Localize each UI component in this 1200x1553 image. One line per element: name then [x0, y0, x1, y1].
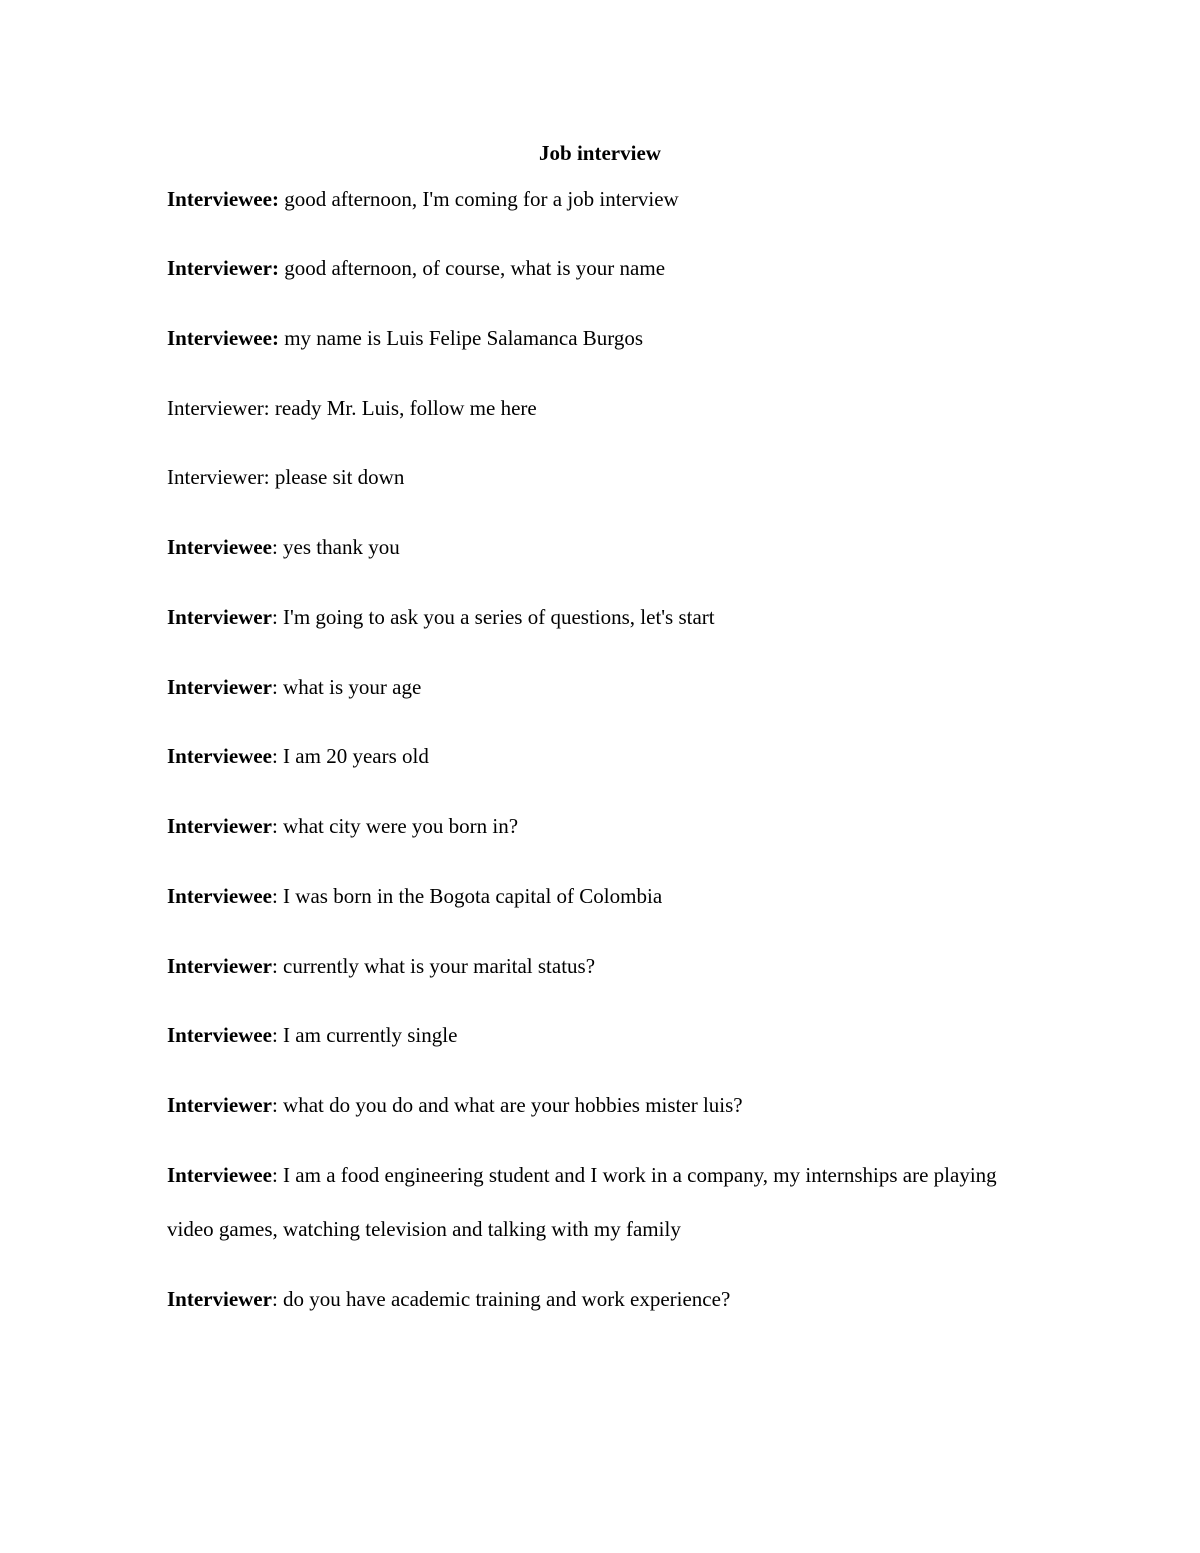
- speaker-label: Interviewee: [167, 1163, 272, 1187]
- speaker-label: Interviewer: [167, 1093, 272, 1117]
- dialogue-line: [167, 520, 1047, 574]
- speaker-label: Interviewee: [167, 326, 272, 350]
- dialogue-text: my name is Luis Felipe Salamanca Burgos: [278, 326, 644, 350]
- speaker-label: Interviewer: [167, 1287, 272, 1311]
- speaker-colon: :: [271, 326, 279, 350]
- speaker-label: Interviewee: [167, 884, 272, 908]
- speaker-colon: :: [271, 744, 278, 768]
- speaker-label: Interviewer: [167, 675, 272, 699]
- dialogue-text: please sit down: [269, 465, 405, 489]
- speaker-colon: :: [271, 605, 278, 629]
- speaker-colon: :: [263, 396, 270, 420]
- dialogue-line: [167, 450, 1047, 504]
- dialogue-text: ready Mr. Luis, follow me here: [269, 396, 537, 420]
- dialogue-line: [167, 311, 1047, 365]
- dialogue-text: I am 20 years old: [277, 744, 429, 768]
- dialogue-text: I'm going to ask you a series of questions, let's start: [277, 605, 715, 629]
- dialogue-line: [167, 1272, 1047, 1326]
- speaker-label: Interviewee: [167, 535, 272, 559]
- dialogue-text: good afternoon, of course, what is your name: [278, 256, 666, 280]
- page-title: Job interview: [539, 141, 661, 165]
- speaker-label: Interviewer: [167, 605, 272, 629]
- speaker-colon: :: [271, 884, 278, 908]
- dialogue-line: [167, 241, 1047, 295]
- dialogue-line: [167, 1008, 1047, 1062]
- dialogue-text: I am currently single: [277, 1023, 458, 1047]
- speaker-label: Interviewee: [167, 744, 272, 768]
- speaker-colon: :: [271, 675, 278, 699]
- speaker-colon: :: [271, 535, 278, 559]
- speaker-colon: :: [271, 1163, 278, 1187]
- speaker-colon: :: [271, 256, 279, 280]
- dialogue-line: [167, 1148, 1047, 1256]
- dialogue-line: [167, 729, 1047, 783]
- dialogue-text: do you have academic training and work experience?: [277, 1287, 731, 1311]
- dialogue-line: [167, 590, 1047, 644]
- speaker-colon: :: [271, 1023, 278, 1047]
- speaker-colon: :: [271, 954, 278, 978]
- dialogue-text: what city were you born in?: [277, 814, 519, 838]
- dialogue-text: I was born in the Bogota capital of Colombia: [277, 884, 663, 908]
- speaker-colon: :: [263, 465, 270, 489]
- dialogue-line: [167, 172, 1047, 226]
- speaker-label: Interviewer: [167, 954, 272, 978]
- dialogue-text: I am a food engineering student and I work in a company, my internships are playing video games, watching television and talking with my family: [167, 1163, 997, 1241]
- speaker-colon: :: [271, 1093, 278, 1117]
- dialogue-text: good afternoon, I'm coming for a job interview: [278, 187, 679, 211]
- speaker-label: Interviewer: [167, 814, 272, 838]
- speaker-label: Interviewer: [167, 465, 264, 489]
- speaker-label: Interviewee: [167, 187, 272, 211]
- speaker-label: Interviewee: [167, 1023, 272, 1047]
- dialogue-line: [167, 660, 1047, 714]
- dialogue-text: what is your age: [277, 675, 422, 699]
- dialogue-line: [167, 381, 1047, 435]
- dialogue-line: [167, 869, 1047, 923]
- speaker-label: Interviewer: [167, 396, 264, 420]
- dialogue-line: [167, 1078, 1047, 1132]
- dialogue-line: [167, 939, 1047, 993]
- dialogue-text: currently what is your marital status?: [277, 954, 596, 978]
- dialogue-line: [167, 799, 1047, 853]
- speaker-label: Interviewer: [167, 256, 272, 280]
- speaker-colon: :: [271, 187, 279, 211]
- dialogue-text: what do you do and what are your hobbies mister luis?: [277, 1093, 743, 1117]
- dialogue-text: yes thank you: [277, 535, 400, 559]
- speaker-colon: :: [271, 1287, 278, 1311]
- speaker-colon: :: [271, 814, 278, 838]
